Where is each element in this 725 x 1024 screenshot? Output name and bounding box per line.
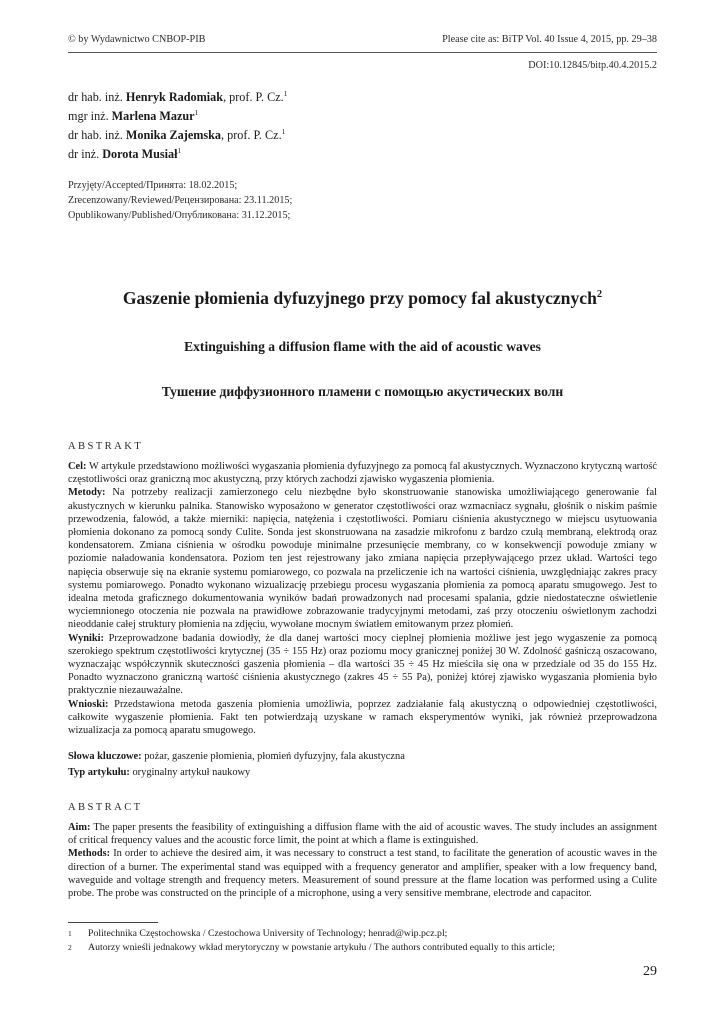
article-type: Typ artykułu: oryginalny artykuł naukowy — [68, 766, 251, 778]
footnote-2: 2 Autorzy wnieśli jednakowy wkład merytoryczny w powstanie artykułu / The authors contributed equally to this article; — [68, 942, 555, 953]
abstrakt-wnioski: Wnioski: Przedstawiona metoda gaszenia płomienia umożliwia, poprzez zadziałanie falą akustyczną o odpowiedniej częstotliwości, całkowite wygaszenie płomienia. Fakt ten potwierdzają uzyskane w ramach eksperymentów wyniki, jak również przeprowadzona wizualizacja za pomocą aparatu smugowego. — [68, 698, 657, 737]
abstrakt-wyniki: Wyniki: Przeprowadzone badania dowiodły, że dla danej wartości mocy cieplnej płomienia możliwe jest jego wygaszenie za pomocą szerokiego spektrum częstotliwości krytycznej (35 ÷ 155 Hz) oraz poziomu mocy granicznej poniżej 30 W. Zdolność gaśniczą oszacowano, wyznaczając współczynnik skuteczności gaszenia płomienia – dla wartości 35 ÷ 45 Hz mieściła się ona w przedziale od 35 do 155 Hz. Ponadto wyznaczono graniczną wartość ciśnienia akustycznego (zakres 45 ÷ 55 Pa), poniżej której zjawisko wygaszania płomienia było praktycznie niezauważalne. — [68, 632, 657, 697]
abstract-body — [68, 821, 657, 900]
title-english: Extinguishing a diffusion flame with the aid of acoustic waves — [184, 339, 541, 354]
keywords: Słowa kluczowe: pożar, gaszenie płomienia, płomień dyfuzyjny, fala akustyczna — [68, 751, 405, 762]
author-list — [68, 88, 287, 164]
header-publisher: © by Wydawnictwo CNBOP-PIB — [68, 34, 206, 45]
abstrakt-cel: Cel: W artykule przedstawiono możliwości wygaszania płomienia dyfuzyjnego za pomocą fal akustycznych. Wyznaczono krytyczną wartość częstotliwości oraz graniczną moc akustyczną, przy których zachodzi zjawisko wygaszenia płomienia. — [68, 461, 657, 486]
author-3: dr hab. inż. Monika Zajemska, prof. P. Cz.$^1$ — [68, 126, 286, 142]
author-2: mgr inż. Marlena Mazur$^1$ — [68, 107, 199, 123]
date-reviewed: Zrecenzowany/Reviewed/Рецензирована: 23.11.2015; — [68, 195, 293, 206]
doi: DOI:10.12845/bitp.40.4.2015.2 — [528, 60, 657, 71]
abstract-heading: ABSTRACT — [68, 802, 143, 813]
abstrakt-body — [68, 460, 657, 737]
abstract-aim: Aim: The paper presents the feasibility of extinguishing a diffusion flame with the aid of acoustic waves. The study includes an assignment of critical frequency values and the acoustic force limit, the point at which a flame is extinguished. — [68, 822, 657, 847]
article-dates — [68, 178, 292, 223]
keywords-block — [68, 749, 405, 780]
author-1: dr hab. inż. Henryk Radomiak, prof. P. Cz.$^1$ — [68, 88, 288, 104]
date-published: Opublikowany/Published/Опубликована: 31.12.2015; — [68, 210, 291, 221]
header-divider — [68, 52, 657, 53]
header-citation: Please cite as: BiTP Vol. 40 Issue 4, 2015, pp. 29–38 — [442, 34, 657, 45]
title-russian: Тушение диффузионного пламени с помощью акустических волн — [161, 384, 564, 399]
footnote-1: 1 Politechnika Częstochowska / Czestochowa University of Technology; henrad@wip.pcz.pl; — [68, 928, 448, 939]
date-accepted: Przyjęty/Accepted/Принята: 18.02.2015; — [68, 180, 238, 191]
abstrakt-metody: Metody: Na potrzeby realizacji zamierzonego celu niezbędne było skonstruowanie stanowiska umożliwiającego generowanie fal akustycznych w kierunku palnika. Stanowisko wyposażono w generator częstotliwości oraz wzmacniacz sygnału, głośnik o niskim paśmie przewodzenia, falowód, a także mierniki: napięcia, natężenia i częstotliwości. Pomiaru ciśnienia akustycznego w miejscu usytuowania płomienia dokonano za pomocą sondy Culite. Sonda jest skonstruowana na zasadzie mikrofonu z bardzo czułą membraną, elektrodą oraz kondensatorem. Zmiana ciśnienia w ośrodku powoduje minimalne przesunięcie membrany, co w konsekwencji powoduje zmiany w poziomie naładowania kondensatora. Poziom ten jest rejestrowany jako zmiana napięcia przepływającego przez układ. Wartości tego napięcia obserwuje się na ekranie systemu pomiarowego, co pozwala na przeliczenie ich na wartości ciśnienia, uwzględniając zakres pracy systemu pomiarowego. Ponadto wykonano wizualizację przebiegu procesu wygaszania płomienia za pomocą aparatu smugowego. Jest to idealna metoda graficznego dokumentowania wyników badań prowadzonych nad procesami spalania, gdzie niedostateczne oświetlenie wyciemnionego otoczenia nie pozwala na prawidłowe zobrazowanie tradycyjnymi metodami, zaś przy otoczeniu oświetlonym zachodzi nieoddanie całej struktury płomienia na zdjęciu, wywołane mocnym światłem emitowanym przez płomień. — [68, 487, 657, 631]
abstrakt-heading: ABSTRAKT — [68, 441, 144, 452]
title-polish: Gaszenie płomienia dyfuzyjnego przy pomocy fal akustycznych$^2$ — [122, 288, 603, 308]
footnote-divider — [68, 922, 158, 923]
author-4: dr inż. Dorota Musiał$^1$ — [68, 145, 182, 161]
abstract-methods: Methods: In order to achieve the desired aim, it was necessary to construct a test stand, to facilitate the generation of acoustic waves in the direction of a burner. The experimental stand was equipped with a frequency generator and amplifier, speaker with a low frequency band, waveguide and voltage strength and frequency meters. Measurement of sound pressure at the flame location was performed using a Culite probe. The probe was constructed on the principle of a microphone, using a very sensitive membrane, electrode and capacitor. — [68, 848, 657, 900]
page-number: 29 — [643, 964, 657, 979]
